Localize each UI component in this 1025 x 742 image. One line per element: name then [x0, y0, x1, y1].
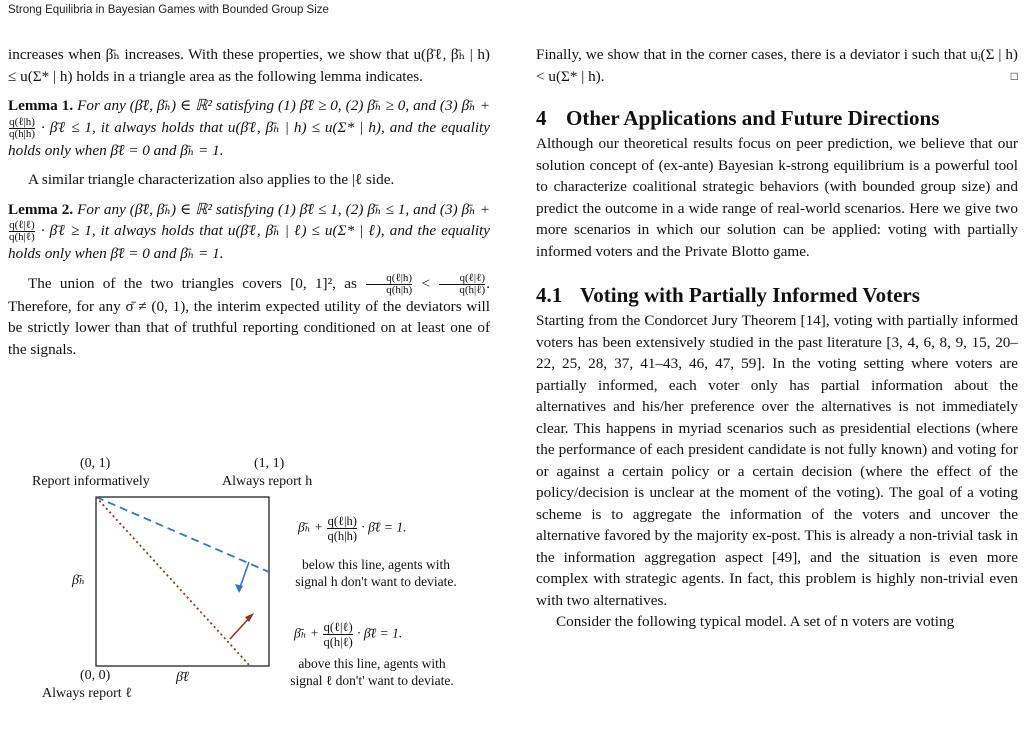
corner-coord-top-right: (1, 1) [254, 456, 285, 471]
corner-label-top-left: Report informatively [32, 474, 150, 489]
section-title: Other Applications and Future Directions [566, 106, 940, 130]
left-column [8, 44, 490, 360]
corner-coord-bottom-left: (0, 0) [80, 668, 111, 683]
lemma-1 [8, 95, 490, 161]
fraction-numerator: q(ℓ|ℓ) [9, 219, 35, 232]
paragraph: Starting from the Condorcet Jury Theorem [14], voting with partially informed voters has been extensively studied in the past literature [3, 4, 6, 8, 9, 15, 20–22, 25, 28, 37, 41–43, 46, 47, 59]. In the voting setting where voters are partially informed, each voter only has partial information about the alternatives and his/her preference over the alternatives is not immediately clear. This happens in myriad scenarios such as presidential elections (where the performance of each president candidate is not fully known) and voting for or against a certain policy or a certain decision (where the effect of the policy/decision is unclear at the moment of the voting). The goal of a voting scheme is to aggregate the information of the voters and uncover the alternative favored by the majority ex-post. This is already a non-trivial task in the information aggregation aspect [49], and the situation is even more complex with strategic agents. In fact, this problem is highly non-trivial even with two alternatives. [536, 312, 1018, 609]
section-heading [536, 105, 1018, 131]
text: · β̄ℓ = 1. [357, 625, 403, 641]
section-title: Voting with Partially Informed Voters [580, 283, 920, 307]
lemma-1-text-a: For any (β̄ℓ, β̄ₕ) ∈ ℝ² satisfying (1) β̄ℓ ≥ 0, (2) β̄ₕ ≥ 0, and (3) β̄ₕ + [77, 97, 490, 114]
lemma-2-text-a: For any (β̄ℓ, β̄ₕ) ∈ ℝ² satisfying (1) β̄ℓ ≤ 1, (2) β̄ₕ ≤ 1, and (3) β̄ₕ + [77, 200, 490, 218]
qed-symbol: □ [1010, 68, 1018, 83]
lemma-2 [8, 199, 490, 265]
fraction [366, 273, 412, 296]
running-head: Strong Equilibria in Bayesian Games with Bounded Group Size [8, 4, 329, 16]
fraction-numerator: q(ℓ|ℓ) [459, 271, 486, 284]
text: β̄ₕ + [294, 625, 320, 641]
text: < [421, 274, 431, 292]
note-line: signal h don't want to deviate. [295, 574, 457, 589]
fraction-denominator: q(h|ℓ) [439, 284, 485, 296]
fraction-numerator: q(ℓ|ℓ) [323, 620, 353, 634]
corner-coord-top-left: (0, 1) [80, 456, 111, 471]
corner-label-bottom-left: Always report ℓ [42, 686, 132, 701]
fraction [327, 514, 357, 543]
x-axis-label: β̄ℓ [176, 670, 189, 685]
section-number: 4.1 [536, 283, 563, 307]
note-line: below this line, agents with [301, 557, 451, 572]
fraction-denominator: q(h|ℓ) [9, 231, 35, 244]
equation-2 [294, 620, 402, 649]
fraction [439, 273, 485, 296]
paragraph: Consider the following typical model. A set of n voters are voting [556, 613, 955, 630]
lemma-2-heading: Lemma 2. [8, 200, 74, 218]
note-line: signal ℓ don't' want to deviate. [290, 673, 454, 688]
text: Finally, we show that in the corner cases, there is a deviator i such that uᵢ(Σ | h) < u(Σ* | h). [536, 46, 1018, 85]
text: · β̄ℓ = 1. [361, 519, 407, 535]
equation-1 [298, 514, 406, 543]
note-line: above this line, agents with [298, 656, 446, 671]
text: The union of the two triangles covers [0, 1]², as [28, 274, 357, 292]
lemma-1-heading: Lemma 1. [8, 97, 74, 114]
paragraph [536, 44, 1018, 87]
fraction-numerator: q(ℓ|h) [386, 271, 413, 284]
lemma-2-text-b: · β̄ℓ ≥ 1, it always holds that u(β̄ℓ, β̄ₕ | ℓ) ≤ u(Σ* | ℓ), and the equality holds only when β̄ℓ = 0 and β̄ₕ = 1. [8, 222, 491, 263]
dotted-line [96, 497, 250, 666]
fraction-numerator: q(ℓ|h) [9, 115, 35, 128]
fraction-denominator: q(h|h) [366, 284, 412, 296]
fraction [9, 117, 35, 140]
paragraph: increases when β̄ₕ increases. With these properties, we show that u(β̄ℓ, β̄ₕ | h) ≤ u(Σ* | h) holds in a triangle area as the following lemma indicates. [8, 46, 490, 85]
fraction [9, 220, 35, 243]
arrow-down-head [235, 584, 243, 593]
paragraph [8, 273, 490, 361]
note-2 [274, 655, 470, 689]
unit-square [96, 497, 269, 666]
subsection-heading [536, 282, 1018, 308]
section-number: 4 [536, 106, 547, 130]
fraction-denominator: q(h|ℓ) [323, 635, 353, 649]
right-column [536, 44, 1018, 633]
lemma-1-text-b: · β̄ℓ ≤ 1, it always holds that u(β̄ℓ, β̄ₕ | h) ≤ u(Σ* | h), and the equality holds only when β̄ℓ = 0 and β̄ₕ = 1. [8, 118, 490, 159]
dashed-line [96, 497, 269, 572]
fraction [323, 620, 352, 649]
text: β̄ₕ + [298, 519, 324, 535]
fraction-denominator: q(h|h) [327, 529, 358, 543]
corner-label-top-right: Always report h [222, 474, 313, 489]
text: . Therefore, for any σ̄ ≠ (0, 1), the interim expected utility of the deviators will be strictly lower than that of truthful reporting conditioned on at least one of the signals. [8, 274, 490, 358]
y-axis-label: β̄ₕ [72, 573, 86, 588]
fraction-numerator: q(ℓ|h) [327, 514, 357, 528]
fraction-denominator: q(h|h) [9, 127, 36, 140]
paragraph: Although our theoretical results focus on peer prediction, we believe that our solution concept of (ex-ante) Bayesian k-strong equilibrium is a powerful tool to characterize coalitional strategic behaviors (with bounded group size) and predict the outcome in a wide range of real-world scenarios. Here we give two more scenarios in which our solution can be applied: voting with partially informed voters and the Private Blotto game. [536, 135, 1018, 260]
note-1 [278, 556, 474, 590]
paragraph: A similar triangle characterization also applies to the |ℓ side. [28, 171, 395, 189]
triangle-figure [8, 452, 490, 742]
